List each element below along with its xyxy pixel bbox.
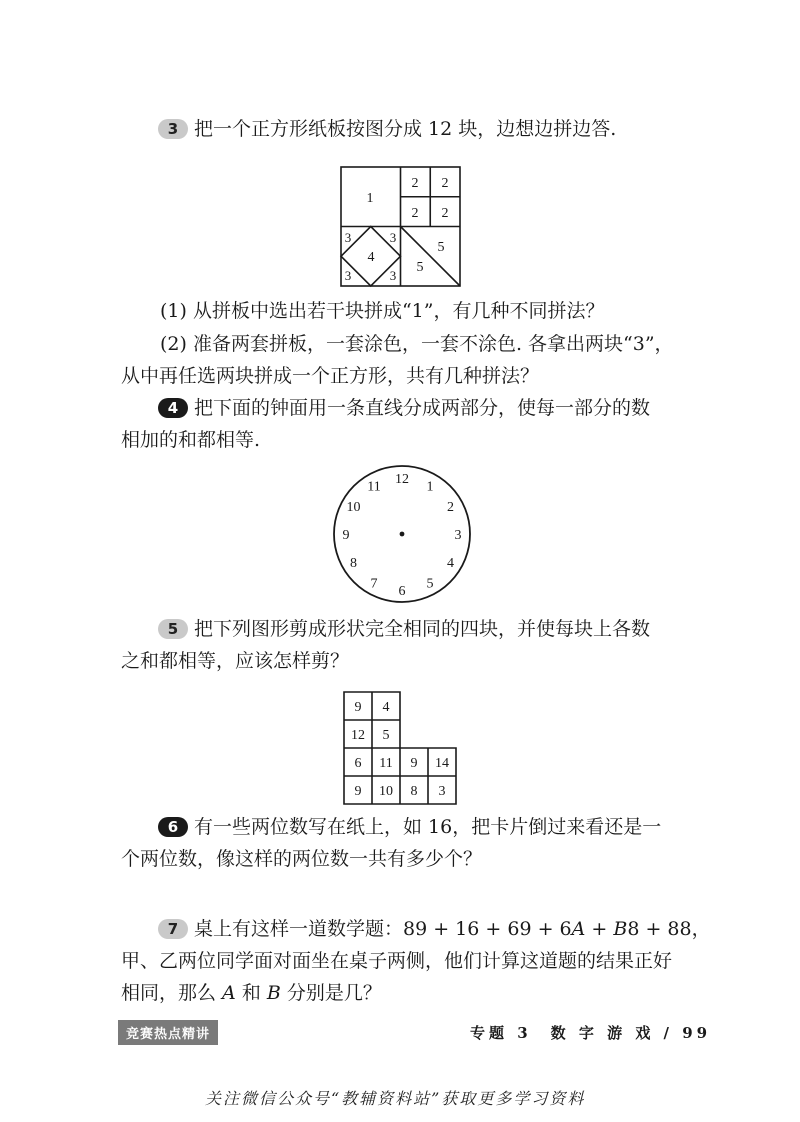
clock-number: 7 bbox=[370, 576, 378, 592]
grid-cell: 9 bbox=[410, 756, 418, 771]
q3-piece-label: 2 bbox=[411, 206, 419, 221]
grid-cell: 9 bbox=[354, 700, 362, 715]
clock-number: 10 bbox=[346, 500, 361, 515]
q7-number-badge: 7 bbox=[158, 919, 188, 939]
clock-number: 3 bbox=[454, 528, 462, 543]
q3-piece-label: 3 bbox=[389, 268, 397, 283]
q4-line1: 把下面的钟面用一条直线分成两部分，使每一部分的数 bbox=[194, 397, 651, 419]
clock-number: 6 bbox=[398, 584, 406, 599]
clock-number: 4 bbox=[447, 556, 454, 571]
clock-number: 12 bbox=[395, 472, 409, 487]
q7-line1a: 桌上有这样一道数学题：89 + 16 + 69 + 6 bbox=[194, 918, 572, 940]
q7-line3a: 相同，那么 bbox=[121, 982, 223, 1004]
clock-number: 5 bbox=[426, 576, 434, 592]
clock-center-dot bbox=[400, 532, 405, 537]
q3-piece-label: 2 bbox=[411, 176, 419, 191]
q4-number-badge: 4 bbox=[158, 398, 188, 418]
q5-line2: 之和都相等，应该怎样剪？ bbox=[121, 650, 350, 672]
q3-piece-label: 3 bbox=[389, 230, 397, 245]
q3-heading bbox=[158, 116, 616, 142]
q3-part2-line1: (2) 准备两套拼板，一套涂色，一套不涂色. 各拿出两块“3”， bbox=[160, 333, 674, 355]
grid-cell: 5 bbox=[382, 728, 390, 743]
q4-heading bbox=[158, 395, 650, 421]
grid-cell: 4 bbox=[382, 700, 390, 715]
q7-heading bbox=[158, 916, 711, 942]
grid-cell: 14 bbox=[435, 756, 449, 771]
q3-part2-line2: 从中再任选两块拼成一个正方形，共有几种拼法？ bbox=[121, 365, 540, 387]
q3-title: 把一个正方形纸板按图分成 12 块，边想边拼边答. bbox=[194, 118, 617, 140]
var-a: A bbox=[571, 918, 586, 940]
q5-heading bbox=[158, 616, 650, 642]
grid-cell: 10 bbox=[379, 784, 393, 799]
clock-number: 11 bbox=[367, 479, 381, 495]
clock-number: 1 bbox=[426, 479, 434, 495]
footer-page-info: 专题 3 数 字 游 戏 / 99 bbox=[470, 1024, 712, 1042]
q6-line1: 有一些两位数写在纸上，如 16，把卡片倒过来看还是一 bbox=[194, 816, 662, 838]
q6-heading bbox=[158, 814, 661, 840]
q3-piece-label: 4 bbox=[367, 250, 375, 265]
q6-line2: 个两位数，像这样的两位数一共有多少个？ bbox=[121, 848, 483, 870]
q5-number-badge: 5 bbox=[158, 619, 188, 639]
grid-cell: 8 bbox=[410, 784, 418, 799]
var-a: A bbox=[222, 982, 236, 1004]
q3-piece-label: 2 bbox=[441, 206, 449, 221]
grid-cell: 11 bbox=[379, 756, 393, 771]
q3-piece-label: 5 bbox=[416, 260, 424, 275]
grid-cell: 6 bbox=[354, 756, 362, 771]
grid-cell: 3 bbox=[438, 784, 446, 799]
clock-number: 8 bbox=[350, 556, 357, 571]
q3-part1: (1) 从拼板中选出若干块拼成“1”，有几种不同拼法？ bbox=[160, 300, 605, 322]
grid-cell: 9 bbox=[354, 784, 362, 799]
q3-piece-label: 3 bbox=[344, 268, 352, 283]
var-b: B bbox=[266, 982, 281, 1004]
q7-line1b: + bbox=[585, 918, 614, 940]
q3-piece-label: 2 bbox=[441, 176, 449, 191]
q4-line2: 相加的和都相等. bbox=[121, 429, 261, 451]
var-b: B bbox=[613, 918, 628, 940]
q5-number-grid bbox=[340, 688, 462, 808]
q3-piece-label: 3 bbox=[344, 230, 352, 245]
grid-cell: 12 bbox=[351, 728, 365, 743]
footer-section-tag: 竞赛热点精讲 bbox=[118, 1020, 218, 1045]
q4-clock-face bbox=[330, 462, 474, 606]
clock-number: 9 bbox=[342, 528, 350, 543]
q7-line3 bbox=[121, 980, 382, 1006]
q3-piece-label: 1 bbox=[366, 191, 374, 206]
q7-line3b: 和 bbox=[235, 982, 267, 1004]
clock-number: 2 bbox=[447, 500, 454, 515]
q3-piece-label: 5 bbox=[437, 240, 445, 255]
q3-tangram-figure bbox=[336, 164, 466, 290]
q3-number-badge: 3 bbox=[158, 119, 188, 139]
watermark-text: 关注微信公众号“教辅资料站”获取更多学习资料 bbox=[205, 1089, 586, 1108]
q6-number-badge: 6 bbox=[158, 817, 188, 837]
q7-line1c: 8 + 88， bbox=[627, 918, 711, 940]
q5-line1: 把下列图形剪成形状完全相同的四块，并使每块上各数 bbox=[194, 618, 651, 640]
q7-line2: 甲、乙两位同学面对面坐在桌子两侧，他们计算这道题的结果正好 bbox=[121, 950, 673, 972]
q7-line3c: 分别是几？ bbox=[280, 982, 382, 1004]
